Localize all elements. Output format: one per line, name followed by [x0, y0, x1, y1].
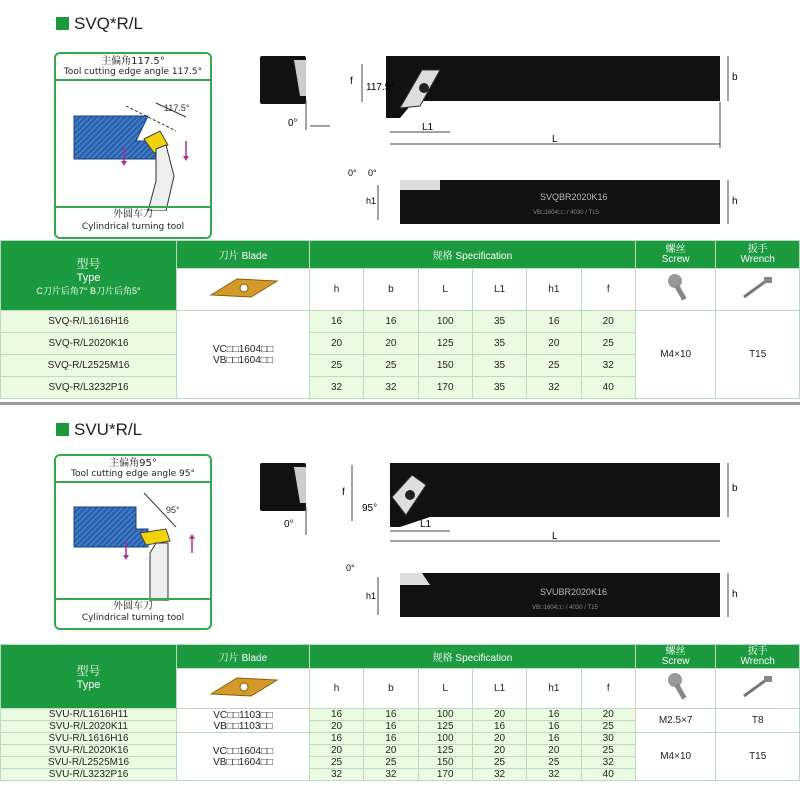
turning-diagram-svq: [56, 81, 210, 211]
blade-header: 刀片 Blade: [177, 241, 310, 269]
angle-info-box-svu: [54, 454, 212, 630]
square-bullet-icon: [56, 17, 69, 30]
svg-text:SVUBR2020K16: SVUBR2020K16: [540, 587, 608, 597]
table-row-model: SVU-R/L1616H16: [1, 733, 177, 745]
wrench-header: 扳手 Wrench: [716, 645, 800, 669]
svg-text:117.5°: 117.5°: [366, 82, 395, 93]
turning-diagram-svu: [56, 483, 210, 601]
svg-text:L1: L1: [420, 519, 432, 530]
svg-text:L: L: [552, 531, 558, 542]
spec-table-svu: 型号 Type 刀片 Blade 规格 Specification 螺丝 Screw 扳手 Wrench h b L L1 h1 f SVU-R/L1616H11 VC□□1103□□ VB□□1103□□ 16 16 100 20 16 20 M2.5×7 T8 SVU-R/L2020K11 20 16 125 16 16 25 SVU-R/L1616H16 VC□□1604□□ VB□□1604□□ 16 16 100 20 16 30 M4×10 T15 SVU-R/L2020K16 20 20 125 20 20 25 SVU-R/L2525M16 25 25 150 25 25 32 SVU-R/L3232P16 32 32 170 32 32 40: [0, 644, 800, 781]
wrench-value: T15: [716, 733, 800, 781]
table-row-model: SVQ-R/L1616H16: [1, 311, 177, 333]
svg-text:h: h: [732, 196, 738, 207]
tool-drawing-svu: [250, 455, 770, 625]
wrench-value: T8: [716, 709, 800, 733]
table-row-model: SVU-R/L2525M16: [1, 757, 177, 769]
table-row-model: SVQ-R/L2020K16: [1, 333, 177, 355]
tool-name-en: Cylindrical turning tool: [81, 222, 185, 232]
angle-label-cn: 主偏角95°: [109, 458, 157, 469]
blade-cell: VC□□1103□□ VB□□1103□□: [177, 709, 310, 733]
blade-cell: VC□□1604□□ VB□□1604□□: [177, 733, 310, 781]
svg-text:VB□1604□□ / 4030 / T15: VB□1604□□ / 4030 / T15: [533, 210, 599, 216]
table-row-model: SVU-R/L2020K11: [1, 721, 177, 733]
svg-text:0°: 0°: [284, 519, 294, 530]
tool-name-en: Cylindrical turning tool: [81, 613, 185, 623]
svg-text:VB□1604□□ / 4030 / T15: VB□1604□□ / 4030 / T15: [532, 605, 598, 611]
section-title-svq: SVQ*R/L: [56, 14, 143, 34]
tool-name-cn: 外圆车刀: [113, 601, 153, 612]
spec-table-svq: 型号 Type C刀片后角7° B刀片后角5° 刀片 Blade 规格 Specification 螺丝 Screw 扳手 Wrench h b L L1 h1 f SVQ-R/L1616H16 VC□□1604□□ VB□□1604□□ 16 16 100 35 16 20 M4×10 T15 SVQ-R/L2020K16 20 20 125 35 20 25 SVQ-R/L2525M16 25 25 150 35 25 32 SVQ-R/L3232P16 32 32 170 35 32 40: [0, 240, 800, 399]
screw-icon: [635, 669, 715, 709]
angle-label-en: Tool cutting edge angle 95°: [71, 469, 195, 479]
angle-label-cn: 主偏角117.5°: [101, 56, 165, 67]
screw-icon: [635, 269, 715, 311]
table-row-model: SVU-R/L2020K16: [1, 745, 177, 757]
wrench-icon: [716, 669, 800, 709]
spec-header: 规格 Specification: [309, 645, 635, 669]
wrench-value: T15: [716, 311, 800, 399]
svg-text:L: L: [552, 134, 558, 145]
angle-value-svq: 117.5°: [164, 103, 190, 113]
blade-cell: VC□□1604□□ VB□□1604□□: [177, 311, 310, 399]
tool-name-cn: 外圆车刀: [113, 209, 153, 220]
angle-value-svu: 95°: [166, 505, 180, 515]
type-header: 型号 Type: [1, 645, 177, 709]
svg-text:h1: h1: [366, 591, 377, 601]
screw-header: 螺丝 Screw: [635, 645, 715, 669]
svg-text:h: h: [732, 589, 738, 600]
svg-text:0°: 0°: [346, 563, 355, 573]
table-row-model: SVU-R/L1616H11: [1, 709, 177, 721]
svg-text:f: f: [342, 487, 345, 498]
svg-text:0°: 0°: [288, 118, 298, 129]
section-title-svu: SVU*R/L: [56, 420, 142, 440]
insert-icon: [177, 269, 310, 311]
svg-text:0°: 0°: [368, 168, 377, 178]
screw-value: M4×10: [635, 733, 715, 781]
svg-text:f: f: [350, 76, 353, 87]
svg-text:SVQBR2020K16: SVQBR2020K16: [540, 192, 608, 202]
angle-label-en: Tool cutting edge angle 117.5°: [63, 67, 203, 77]
section-divider: [0, 402, 800, 405]
svg-text:b: b: [732, 72, 738, 83]
svg-text:L1: L1: [422, 122, 434, 133]
table-row-model: SVQ-R/L3232P16: [1, 377, 177, 399]
tool-drawing-svq: [250, 40, 770, 230]
wrench-header: 扳手 Wrench: [716, 241, 800, 269]
type-header: 型号 Type C刀片后角7° B刀片后角5°: [1, 241, 177, 311]
svg-text:0°: 0°: [348, 168, 357, 178]
angle-info-box-svq: [54, 52, 212, 239]
insert-icon: [177, 669, 310, 709]
svg-text:95°: 95°: [362, 503, 378, 514]
square-bullet-icon: [56, 423, 69, 436]
svg-text:h1: h1: [366, 196, 377, 206]
screw-header: 螺丝 Screw: [635, 241, 715, 269]
table-row-model: SVU-R/L3232P16: [1, 769, 177, 781]
spec-header: 规格 Specification: [309, 241, 635, 269]
screw-value: M4×10: [635, 311, 715, 399]
table-row-model: SVQ-R/L2525M16: [1, 355, 177, 377]
blade-header: 刀片 Blade: [177, 645, 310, 669]
screw-value: M2.5×7: [635, 709, 715, 733]
wrench-icon: [716, 269, 800, 311]
svg-text:b: b: [732, 483, 738, 494]
